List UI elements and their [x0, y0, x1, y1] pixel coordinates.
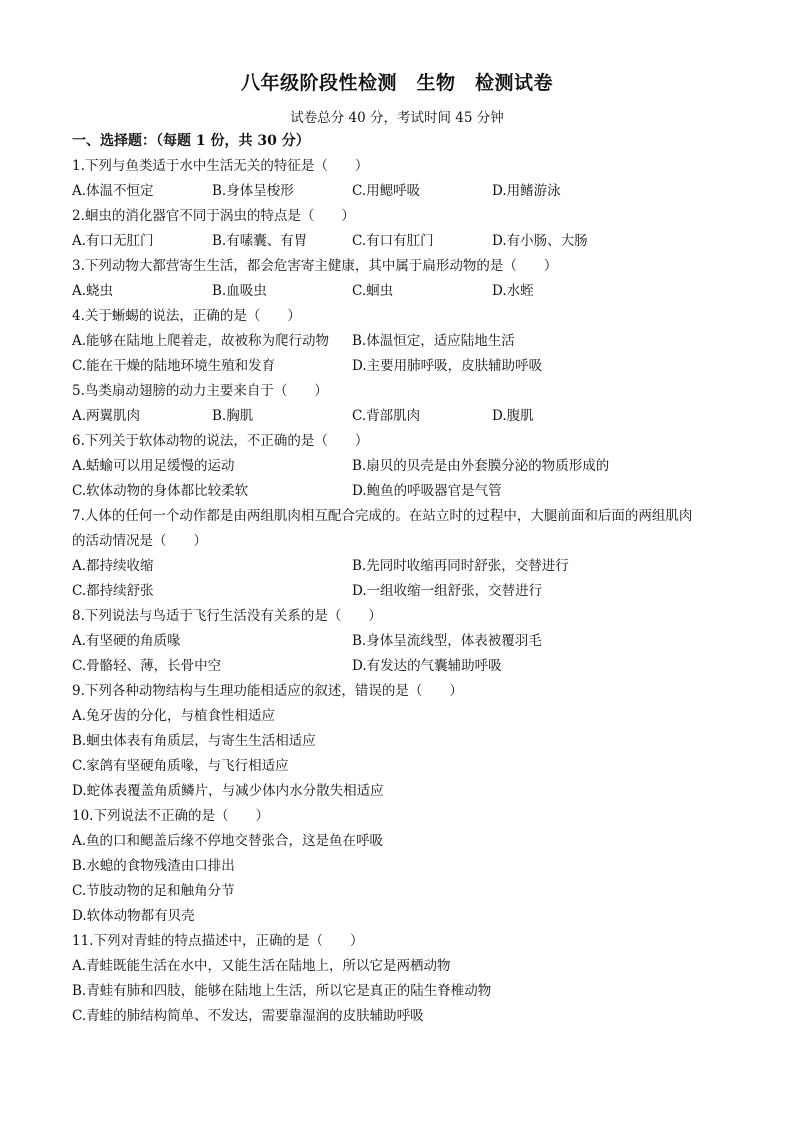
option-row: [72, 479, 732, 504]
option-row: [72, 279, 732, 304]
option: C.家鸽有坚硬角质喙，与飞行相适应: [72, 758, 289, 774]
option: C.软体动物的身体都比较柔软: [72, 483, 249, 499]
option: C.能在干燥的陆地环境生殖和发育: [72, 358, 276, 374]
option: A.能够在陆地上爬着走，故被称为爬行动物: [72, 333, 330, 349]
exam-title: 八年级阶段性检测 生物 检测试卷: [240, 72, 553, 94]
option-row: [72, 554, 732, 579]
question-stem-continued: 的活动情况是（ ）: [72, 533, 207, 549]
option: D.有小肠、大肠: [492, 233, 588, 249]
option-row: [72, 329, 732, 354]
option-row: [72, 654, 732, 679]
question-stem: 5.鸟类扇动翅膀的动力主要来自于（ ）: [72, 383, 328, 399]
option-row: [72, 229, 732, 254]
option: B.青蛙有肺和四肢，能够在陆地上生活，所以它是真正的陆生脊椎动物: [72, 983, 492, 999]
option: B.有嗉囊、有胃: [212, 233, 308, 249]
option: D.软体动物都有贝壳: [72, 908, 195, 924]
option: A.有口无肛门: [72, 233, 154, 249]
option-row: [72, 629, 732, 654]
question-stem: 6.下列关于软体动物的说法，不正确的是（ ）: [72, 433, 369, 449]
option: D.用鳍游泳: [492, 183, 561, 199]
option-row: [72, 579, 732, 604]
question-stem: 10.下列说法不正确的是（ ）: [72, 808, 269, 824]
option: C.节肢动物的足和触角分节: [72, 883, 235, 899]
option: B.胸肌: [212, 408, 254, 424]
option: B.身体呈流线型，体表被覆羽毛: [352, 633, 542, 649]
question-stem: 8.下列说法与鸟适于飞行生活没有关系的是（ ）: [72, 608, 382, 624]
option: B.血吸虫: [212, 283, 267, 299]
option: C.都持续舒张: [72, 583, 154, 599]
question-stem: 4.关于蜥蜴的说法，正确的是（ ）: [72, 308, 301, 324]
question-stem: 7.人体的任何一个动作都是由两组肌肉相互配合完成的。在站立时的过程中，大腿前面和后面的两组肌肉: [72, 508, 693, 524]
section-heading: 一、选择题：（每题 1 份，共 30 分）: [72, 133, 310, 149]
option: C.用鳃呼吸: [352, 183, 421, 199]
option: A.蛲虫: [72, 283, 114, 299]
option: A.青蛙既能生活在水中，又能生活在陆地上，所以它是两栖动物: [72, 958, 451, 974]
option: B.先同时收缩再同时舒张，交替进行: [352, 558, 569, 574]
option: D.鲍鱼的呼吸器官是气管: [352, 483, 502, 499]
option: C.青蛙的肺结构简单、不发达，需要靠湿润的皮肤辅助呼吸: [72, 1008, 424, 1024]
option-row: [72, 354, 732, 379]
option: A.都持续收缩: [72, 558, 154, 574]
option: D.蛇体表覆盖角质鳞片，与减少体内水分散失相适应: [72, 783, 384, 799]
option: A.蛞蝓可以用足缓慢的运动: [72, 458, 235, 474]
question-stem: 3.下列动物大都营寄生生活，都会危害寄主健康，其中属于扁形动物的是（ ）: [72, 258, 558, 274]
question-list: [72, 154, 732, 1029]
option: A.体温不恒定: [72, 183, 154, 199]
question-stem: 11.下列对青蛙的特点描述中，正确的是（ ）: [72, 933, 364, 949]
option: A.鱼的口和鳃盖后缘不停地交替张合，这是鱼在呼吸: [72, 833, 384, 849]
option: B.蛔虫体表有角质层，与寄生生活相适应: [72, 733, 316, 749]
option: B.水螅的食物残渣由口排出: [72, 858, 235, 874]
exam-subtitle: 试卷总分 40 分，考试时间 45 分钟: [290, 110, 504, 126]
option: D.一组收缩一组舒张，交替进行: [352, 583, 543, 599]
option-row: [72, 404, 732, 429]
option-row: [72, 179, 732, 204]
option: D.主要用肺呼吸，皮肤辅助呼吸: [352, 358, 543, 374]
option: B.体温恒定，适应陆地生活: [352, 333, 515, 349]
option: C.背部肌肉: [352, 408, 421, 424]
option-row: [72, 454, 732, 479]
option: B.扇贝的贝壳是由外套膜分泌的物质形成的: [352, 458, 610, 474]
option: D.有发达的气囊辅助呼吸: [352, 658, 502, 674]
question-stem: 1.下列与鱼类适于水中生活无关的特征是（ ）: [72, 158, 369, 174]
option: C.骨骼轻、薄，长骨中空: [72, 658, 222, 674]
question-stem: 9.下列各种动物结构与生理功能相适应的叙述，错误的是（ ）: [72, 683, 463, 699]
option: C.有口有肛门: [352, 233, 434, 249]
question-stem: 2.蛔虫的消化器官不同于涡虫的特点是（ ）: [72, 208, 355, 224]
option: B.身体呈梭形: [212, 183, 294, 199]
option: D.腹肌: [492, 408, 534, 424]
option: A.两翼肌肉: [72, 408, 141, 424]
option: A.有坚硬的角质喙: [72, 633, 181, 649]
option: A.兔牙齿的分化，与植食性相适应: [72, 708, 276, 724]
option: C.蛔虫: [352, 283, 394, 299]
option: D.水蛭: [492, 283, 534, 299]
